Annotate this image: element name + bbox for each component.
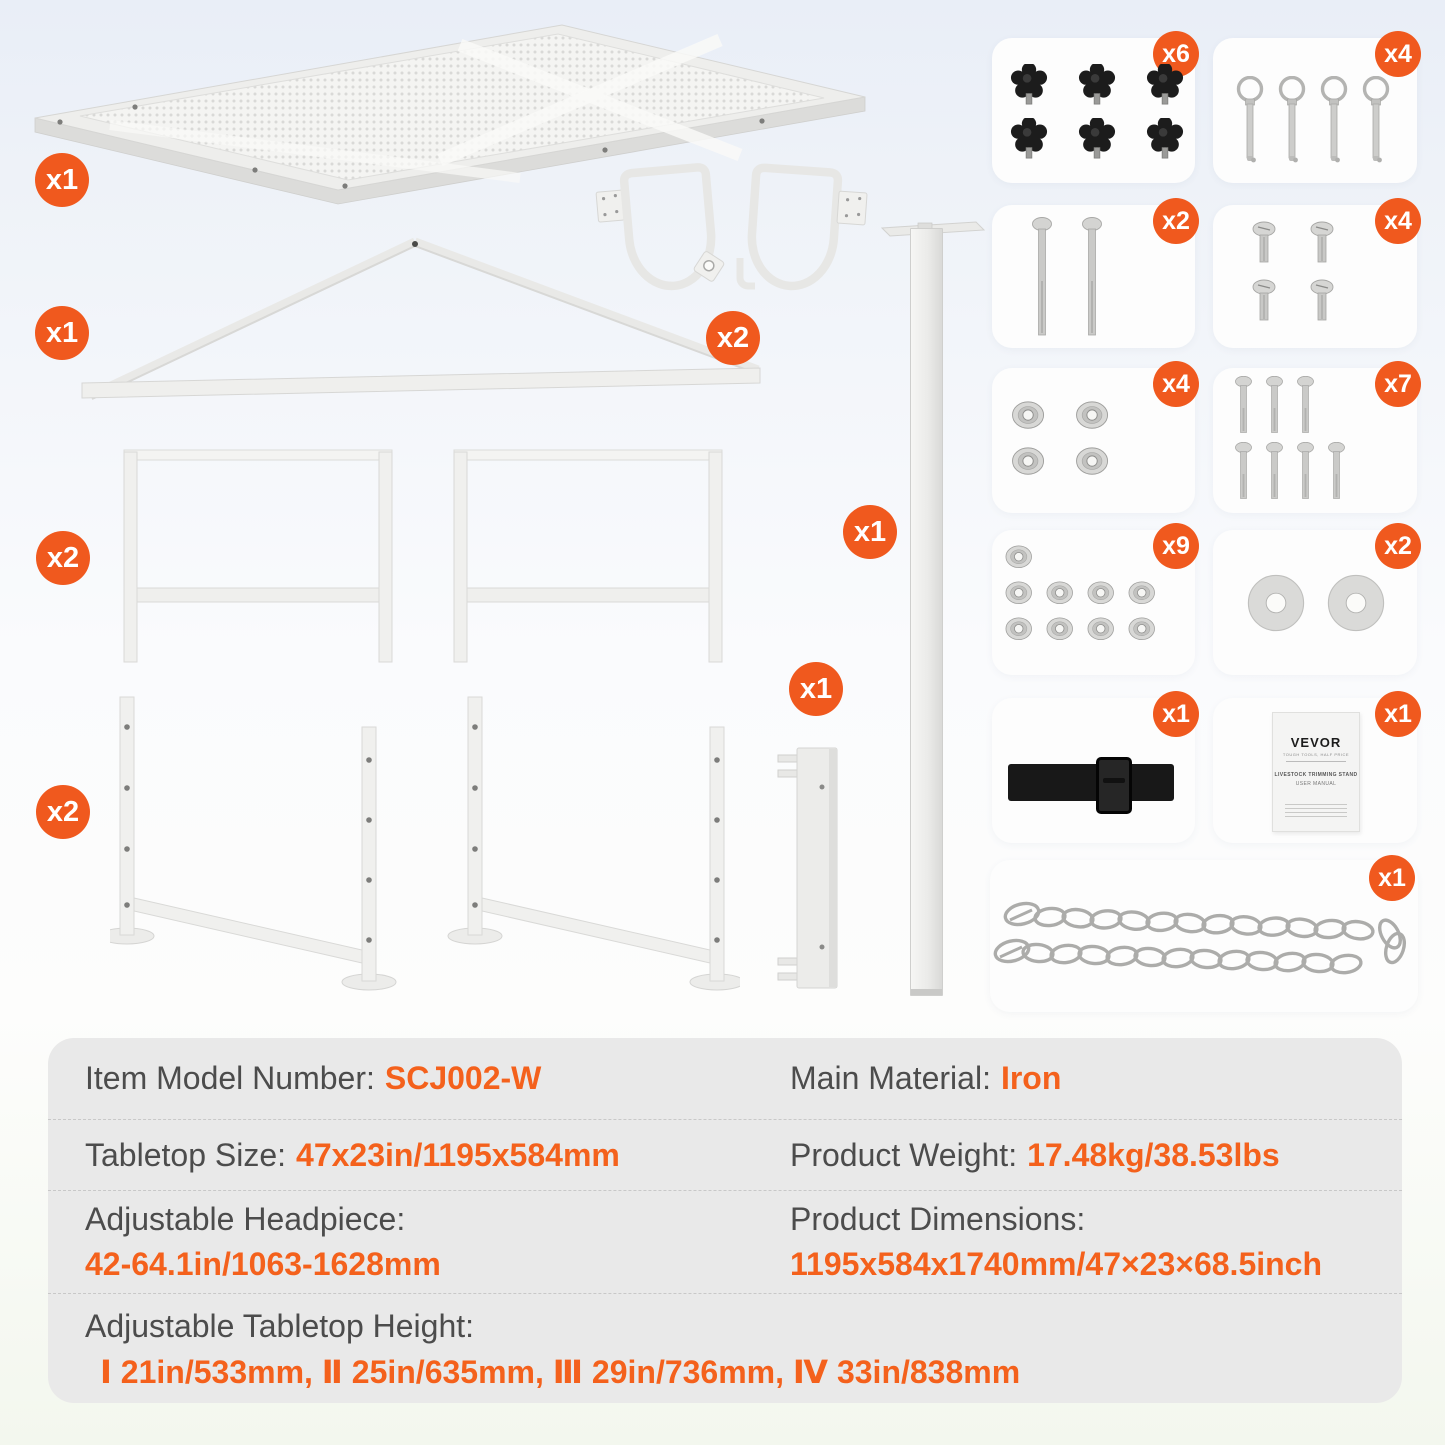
qty-badge-washers: x2 <box>1375 523 1421 569</box>
bolt-icon <box>1297 442 1314 500</box>
flange-nut-icon <box>1004 544 1035 571</box>
long-bolt-icon <box>1082 217 1102 337</box>
hardware-box-flange-nuts-9 <box>992 530 1195 675</box>
washer-icon <box>1327 574 1385 632</box>
spec-product-weight <box>790 1120 1280 1190</box>
spec-label: Adjustable Tabletop Height: <box>85 1307 475 1344</box>
qty-badge-strap: x1 <box>1153 691 1199 737</box>
manual-brand-logo: VEVOR <box>1290 735 1342 750</box>
manual-tagline: TOUGH TOOLS, HALF PRICE <box>1282 752 1350 757</box>
bolt-icon <box>1266 376 1283 434</box>
bolt-icon <box>1297 376 1314 434</box>
flange-nut-icon <box>1127 580 1158 607</box>
qty-badge-center-post: x1 <box>843 505 897 559</box>
flange-nut-icon <box>1004 616 1035 643</box>
hardware-box-chain <box>990 860 1418 1012</box>
strap-buckle <box>1096 757 1132 814</box>
spec-row-headpiece-dimensions <box>48 1190 1402 1293</box>
spec-adjustable-tabletop-height <box>85 1294 1020 1403</box>
spec-value: 17.48kg/38.53lbs <box>1027 1136 1280 1173</box>
qty-badge-bolts-7: x7 <box>1375 361 1421 407</box>
flange-nut-icon <box>1086 616 1117 643</box>
upper-leg-frames-illustration <box>110 440 740 670</box>
star-knob-icon <box>1074 64 1120 106</box>
spec-tabletop-size <box>85 1120 620 1190</box>
lock-pin-icon <box>1319 76 1349 164</box>
spec-value: 42-64.1in/1063-1628mm <box>85 1246 441 1282</box>
long-bolt-icon <box>1032 217 1052 337</box>
spec-adjustable-headpiece <box>85 1191 441 1293</box>
lock-pin-icon <box>1277 76 1307 164</box>
qty-badge-lower-leg-frames: x2 <box>36 785 90 839</box>
screw-icon <box>1309 221 1335 265</box>
spec-product-dimensions <box>790 1191 1322 1293</box>
hardware-box-manual <box>1213 698 1417 843</box>
spec-label: Main Material: <box>790 1060 991 1096</box>
qty-badge-long-bolts: x2 <box>1153 198 1199 244</box>
chain-icon <box>990 860 1418 1012</box>
flange-nut-icon <box>1004 580 1035 607</box>
flange-nut-icon <box>1010 446 1048 478</box>
flange-nut-icon <box>1045 616 1076 643</box>
star-knob-icon <box>1074 118 1120 160</box>
hardware-box-lock-pins <box>1213 38 1417 183</box>
hardware-box-bolts-7 <box>1213 368 1417 513</box>
hardware-box-long-bolts <box>992 205 1195 348</box>
qty-badge-tabletop: x1 <box>35 153 89 207</box>
star-knob-icon <box>1142 118 1188 160</box>
spec-model-number <box>85 1038 541 1119</box>
screw-icon <box>1309 279 1335 323</box>
flange-nut-icon <box>1127 616 1158 643</box>
spec-label: Adjustable Headpiece: <box>85 1201 406 1237</box>
manual-subtitle: USER MANUAL <box>1295 781 1337 787</box>
flange-nut-icon <box>1086 580 1117 607</box>
spec-label: Product Dimensions: <box>790 1201 1086 1237</box>
hardware-box-screws <box>1213 205 1417 348</box>
qty-badge-flange-nuts-9: x9 <box>1153 523 1199 569</box>
spec-table <box>48 1038 1402 1403</box>
hardware-box-washers <box>1213 530 1417 675</box>
spec-value: SCJ002-W <box>384 1060 542 1096</box>
hardware-box-knobs <box>992 38 1195 183</box>
spec-label: Tabletop Size: <box>85 1136 287 1173</box>
qty-badge-lock-pins: x4 <box>1375 31 1421 77</box>
spec-row-size-weight <box>48 1119 1402 1190</box>
strap-icon <box>1008 764 1174 801</box>
spec-label: Product Weight: <box>790 1136 1018 1173</box>
spec-value: 47x23in/1195x584mm <box>296 1136 620 1173</box>
user-manual <box>1272 712 1360 832</box>
hardware-box-flange-nuts-4 <box>992 368 1195 513</box>
star-knob-icon <box>1006 64 1052 106</box>
center-post-illustration <box>910 228 943 996</box>
spec-value: Ⅰ 21in/533mm, Ⅱ 25in/635mm, Ⅲ 29in/736mm, Ⅳ 33in/838mm <box>100 1353 1021 1390</box>
spec-value: 1195x584x1740mm/47×23×68.5inch <box>790 1246 1323 1282</box>
star-knob-icon <box>1142 64 1188 106</box>
star-knob-icon <box>1006 118 1052 160</box>
qty-badge-knobs: x6 <box>1153 31 1199 77</box>
washer-icon <box>1247 574 1305 632</box>
spec-row-tabletop-height <box>48 1293 1402 1403</box>
spec-value: Iron <box>1000 1060 1062 1096</box>
bolt-icon <box>1235 442 1252 500</box>
headpiece-hoops-illustration <box>590 150 890 315</box>
spec-main-material <box>790 1038 1061 1119</box>
qty-badge-upper-leg-frames: x2 <box>36 531 90 585</box>
screw-icon <box>1251 279 1277 323</box>
flange-nut-icon <box>1074 446 1112 478</box>
bolt-icon <box>1235 376 1252 434</box>
bolt-icon <box>1328 442 1345 500</box>
flange-nut-icon <box>1045 580 1076 607</box>
lower-leg-frames-illustration <box>110 688 740 1008</box>
qty-badge-chain: x1 <box>1369 855 1415 901</box>
hardware-box-strap <box>992 698 1195 843</box>
bolt-icon <box>1266 442 1283 500</box>
mount-bracket-illustration <box>770 738 850 998</box>
lock-pin-icon <box>1361 76 1391 164</box>
qty-badge-headpiece-hoops: x2 <box>706 311 760 365</box>
manual-text-block <box>1285 801 1347 817</box>
manual-title: LIVESTOCK TRIMMING STAND <box>1274 772 1358 778</box>
qty-badge-flange-nuts-4: x4 <box>1153 361 1199 407</box>
qty-badge-screws: x4 <box>1375 198 1421 244</box>
screw-icon <box>1251 221 1277 265</box>
qty-badge-manual: x1 <box>1375 691 1421 737</box>
flange-nut-icon <box>1010 400 1048 432</box>
spec-row-model-material <box>48 1038 1402 1119</box>
spec-label: Item Model Number: <box>85 1060 375 1096</box>
flange-nut-icon <box>1074 400 1112 432</box>
qty-badge-triangle-brace: x1 <box>35 306 89 360</box>
qty-badge-mount-bracket: x1 <box>789 662 843 716</box>
lock-pin-icon <box>1235 76 1265 164</box>
manual-divider <box>1286 761 1346 762</box>
